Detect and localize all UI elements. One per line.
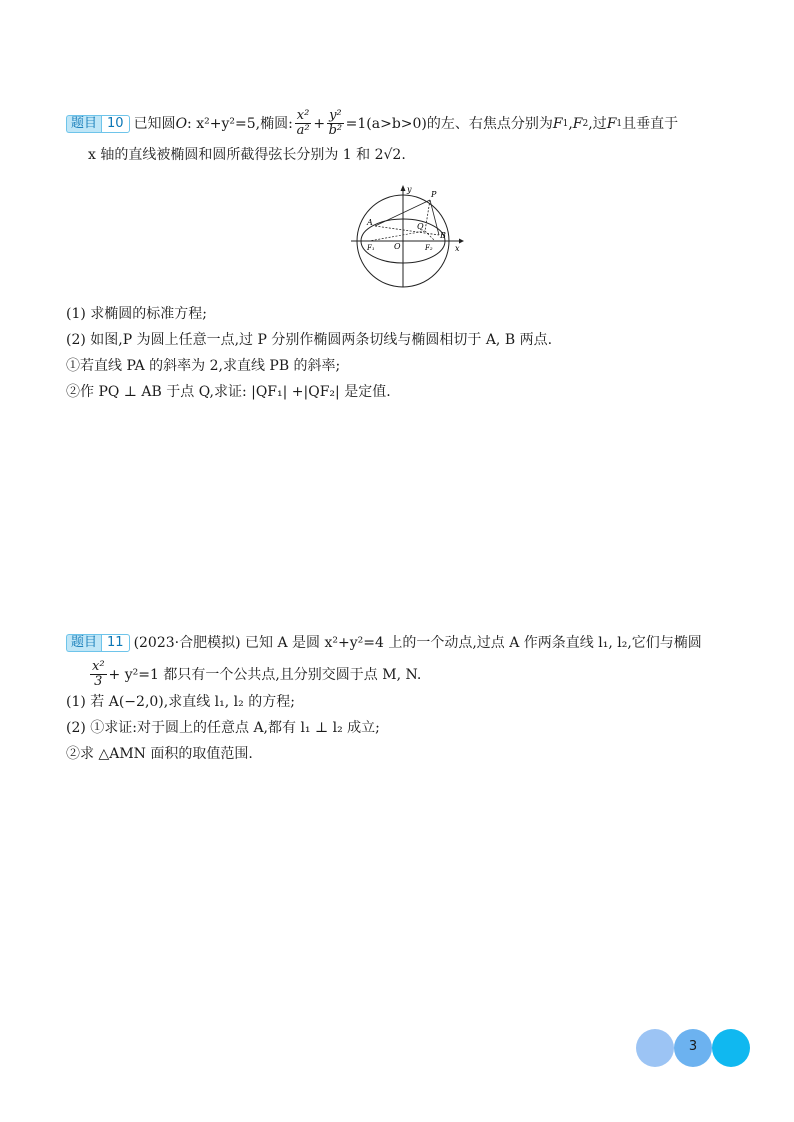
line-ab [375, 226, 439, 235]
fraction-denominator: 3 [94, 674, 103, 689]
label-f2: F₂ [425, 244, 433, 252]
focus-f2: F [572, 115, 583, 132]
fraction-y-over-b [327, 109, 344, 138]
label-a: A [367, 218, 373, 227]
stem-text-d: 且垂直于 [622, 115, 679, 132]
line-qf1 [369, 231, 425, 241]
page-number-badge [636, 1027, 754, 1067]
circle-name: O [175, 115, 188, 132]
focus-f1: F [552, 115, 563, 132]
problem-11-question-2-part-1: (2) ①求证:对于圆上的任意点 A,都有 l₁ ⊥ l₂ 成立; [66, 720, 380, 736]
stem-text: 已知圆 [133, 115, 176, 132]
problem-11-stem: (2023·合肥模拟) 已知 A 是圆 x²+y²=4 上的一个动点,过点 A 作两条直线 l₁, l₂,它们与椭圆 [133, 635, 702, 651]
problem-tag-label: 题目 [66, 634, 101, 652]
label-p: P [431, 190, 437, 199]
problem-11-stem-rest: + y²=1 都只有一个公共点,且分别交圆于点 M, N. [108, 666, 422, 683]
problem-10-line-1 [66, 109, 730, 138]
problem-10-tag [66, 115, 130, 133]
question-1: (1) 求椭圆的标准方程; [66, 306, 207, 322]
badge-circle-light [636, 1029, 674, 1067]
fraction-x-over-a [295, 109, 312, 138]
problem-11-line-1 [66, 630, 730, 656]
comma: , [568, 115, 573, 132]
line-qf2 [425, 231, 435, 241]
circle-equation: : x²+y²=5 [187, 115, 256, 132]
focus-f2-subscript: 2 [582, 118, 589, 129]
problem-tag-number: 11 [101, 634, 130, 652]
focus-f1-again: F [606, 115, 617, 132]
line-pb [430, 200, 439, 235]
focus-f1-subscript: 1 [562, 118, 569, 129]
fraction-denominator: a² [296, 123, 310, 138]
ellipse-circle-figure [347, 183, 467, 291]
label-x: x [455, 244, 460, 253]
problem-11-line-2 [66, 660, 730, 689]
y-axis-arrow [401, 185, 406, 191]
label-q: Q [417, 222, 424, 231]
stem-text-c: ,过 [588, 115, 607, 132]
focus-f1-again-subscript: 1 [616, 118, 623, 129]
badge-circle-bright [712, 1029, 750, 1067]
problem-11-tag [66, 634, 130, 652]
fraction-numerator: y² [329, 108, 342, 123]
ellipse-prefix: ,椭圆: [255, 115, 293, 132]
problem-10-line-2: x 轴的直线被椭圆和圆所截得弦长分别为 1 和 2√2. [88, 147, 406, 163]
fraction-denominator: b² [328, 123, 343, 138]
label-b: B [440, 231, 446, 240]
x-axis-arrow [459, 239, 464, 244]
line-pq [425, 200, 430, 231]
problem-10-questions [66, 301, 730, 405]
label-f1: F₁ [367, 244, 375, 252]
question-2-part-2: ②作 PQ ⊥ AB 于点 Q,求证: |QF₁| +|QF₂| 是定值. [66, 384, 391, 400]
question-2-part-1: ①若直线 PA 的斜率为 2,求直线 PB 的斜率; [66, 358, 341, 374]
problem-10 [66, 109, 730, 168]
fraction-numerator: x² [296, 108, 310, 123]
label-y: y [407, 185, 412, 194]
problem-11-question-2-part-2: ②求 △AMN 面积的取值范围. [66, 746, 253, 762]
page-number: 3 [688, 1039, 698, 1054]
problem-tag-number: 10 [101, 115, 130, 133]
label-o: O [394, 242, 401, 251]
question-2: (2) 如图,P 为圆上任意一点,过 P 分别作椭圆两条切线与椭圆相切于 A, B 两点. [66, 332, 553, 348]
equation-condition: =1(a>b>0) [345, 115, 427, 132]
problem-11 [66, 630, 730, 767]
fraction-x-over-3 [90, 660, 107, 689]
problem-11-question-1: (1) 若 A(−2,0),求直线 l₁, l₂ 的方程; [66, 694, 295, 710]
stem-text-b: 的左、右焦点分别为 [426, 115, 553, 132]
plus-sign: + [313, 115, 326, 132]
fraction-numerator: x² [92, 659, 105, 674]
problem-tag-label: 题目 [66, 115, 101, 133]
